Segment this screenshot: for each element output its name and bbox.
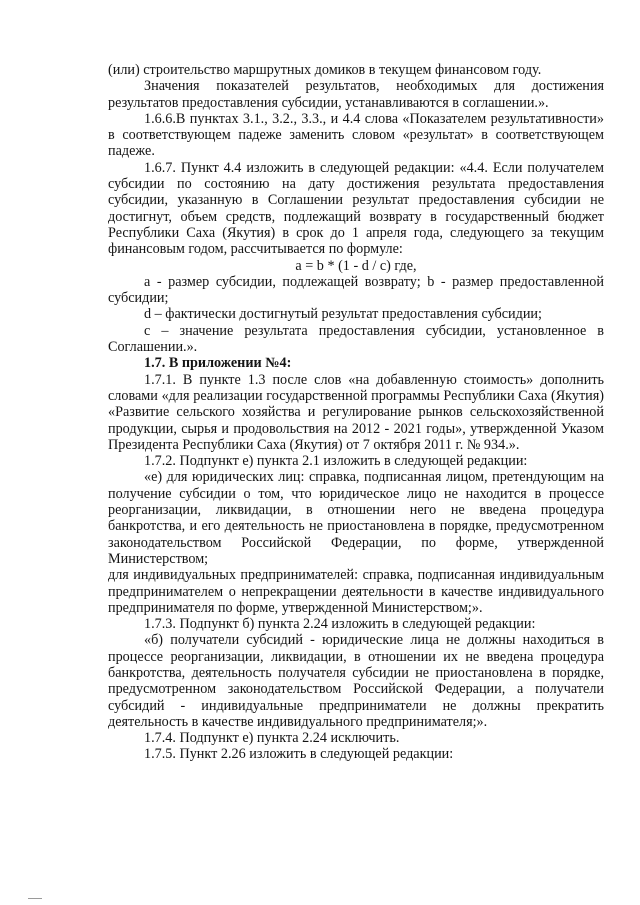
- paragraph: «б) получатели субсидий - юридические лица не должны находиться в процессе реорганизации, ликвидации, в отношении их не введена процедура банкротства, деятельность получателя субсидии не приостановлена в порядке, предусмотренном законодательством Российской Федерации, а получатели субсидий - индивидуальные предприниматели не должны прекратить деятельность в качестве индивидуального предпринимателя;».: [108, 632, 604, 730]
- paragraph: 1.7.4. Подпункт е) пункта 2.24 исключить.: [144, 730, 400, 747]
- paragraph: Значения показателей результатов, необходимых для достижения результатов предоставления субсидии, устанавливаются в соглашении.».: [108, 78, 604, 111]
- footer-divider: [28, 898, 42, 899]
- paragraph: d – фактически достигнутый результат предоставления субсидии;: [144, 306, 542, 323]
- paragraph: 1.7.1. В пункте 1.3 после слов «на добавленную стоимость» дополнить словами «для реализации государственной программы Республики Саха (Якутия) «Развитие сельского хозяйства и регулирование рынков сельскохозяйственной продукции, сырья и продовольствия на 2012 - 2021 годы», утвержденной Указом Президента Республики Саха (Якутия) от 7 октября 2011 г. № 934.».: [108, 371, 604, 453]
- paragraph: 1.7.5. Пункт 2.26 изложить в следующей редакции:: [144, 746, 454, 763]
- paragraph: 1.6.6.В пунктах 3.1., 3.2., 3.3., и 4.4 слова «Показателем результативности» в соответствующем падеже заменить словом «результат» в соответствующем падеже.: [108, 110, 604, 160]
- paragraph: для индивидуальных предпринимателей: справка, подписанная индивидуальным предпринимателем о непрекращении деятельности в качестве индивидуального предпринимателя по форме, утвержденной Министерством;».: [108, 567, 604, 616]
- paragraph: 1.6.7. Пункт 4.4 изложить в следующей редакции: «4.4. Если получателем субсидии по состоянию на дату достижения результата предоставления субсидии, указанную в Соглашении результат предоставления субсидии не достигнут, объем средств, подлежащий возврату в государственный бюджет Республики Саха (Якутия) в срок до 1 апреля года, следующего за текущим финансовым годом, рассчитывается по формуле:: [108, 159, 604, 258]
- paragraph: (или) строительство маршрутных домиков в текущем финансовом году.: [108, 62, 542, 78]
- document-body: [108, 62, 604, 763]
- paragraph: 1.7.3. Подпункт б) пункта 2.24 изложить в следующей редакции:: [144, 616, 536, 633]
- paragraph: a - размер субсидии, подлежащей возврату; b - размер предоставленной субсидии;: [108, 273, 604, 307]
- paragraph: 1.7.2. Подпункт е) пункта 2.1 изложить в следующей редакции:: [144, 453, 528, 470]
- section-heading: 1.7. В приложении №4:: [144, 355, 292, 372]
- formula: a = b * (1 - d / c) где,: [295, 257, 417, 274]
- paragraph: «е) для юридических лиц: справка, подписанная лицом, претендующим на получение субсидии о том, что юридическое лицо не находится в процессе реорганизации, ликвидации, в отношении него не введена процедура банкротства, и его деятельность не приостановлена в порядке, предусмотренном законодательством Российской Федерации, по форме, утвержденной Министерством;: [108, 469, 604, 567]
- paragraph: c – значение результата предоставления субсидии, установленное в Соглашении.».: [108, 322, 604, 356]
